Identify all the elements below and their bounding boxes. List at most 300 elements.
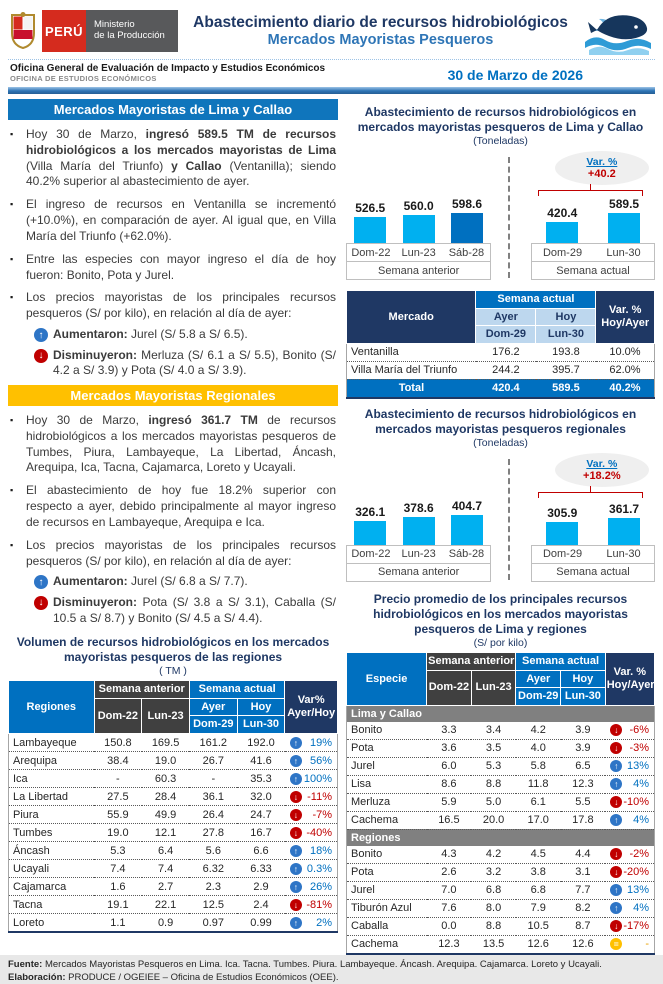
bar-group — [531, 197, 655, 243]
table-row — [347, 935, 655, 954]
value-cell: 4.5 — [516, 846, 561, 864]
value-cell: 4.4 — [561, 846, 606, 864]
header-divider-bar — [8, 87, 655, 94]
value-cell: 28.4 — [142, 788, 190, 806]
value-cell: 5.0 — [471, 793, 516, 811]
col-header-lun30: Lun-30 — [561, 688, 606, 706]
region-name: Áncash — [9, 842, 95, 860]
regions-table-title: Volumen de recursos hidrobiológicos en los mercados mayoristas pesqueros de las regiones — [16, 635, 330, 665]
chart-category-axis — [346, 545, 655, 582]
col-header-hoy: Hoy — [561, 670, 606, 688]
bar-value-label: 404.7 — [452, 498, 483, 513]
col-header-dom22: Dom-22 — [427, 670, 472, 705]
value-cell: 3.4 — [471, 722, 516, 740]
var-value: 26% — [309, 880, 332, 893]
week-separator-dashed-line — [508, 459, 510, 580]
bar-item — [443, 499, 491, 545]
section-row — [347, 829, 655, 846]
bar — [608, 518, 640, 545]
value-cell: 176.2 — [476, 343, 536, 361]
section-label: Regiones — [347, 829, 655, 846]
col-header-semana-actual: Semana actual — [189, 681, 284, 699]
col-header-hoy: Hoy — [536, 308, 596, 326]
value-cell: 1.1 — [94, 914, 142, 933]
bar — [403, 215, 435, 243]
value-cell: 6.5 — [561, 757, 606, 775]
arrow-down-icon: ↓ — [610, 724, 622, 736]
value-cell: 7.4 — [94, 860, 142, 878]
value-cell: 7.4 — [142, 860, 190, 878]
value-cell: 169.5 — [142, 734, 190, 752]
bar-item — [593, 197, 655, 243]
section-header-lima-callao: Mercados Mayoristas de Lima y Callao — [8, 99, 338, 120]
value-cell: 60.3 — [142, 770, 190, 788]
value-cell: 8.7 — [561, 917, 606, 935]
value-cell: 20.0 — [471, 811, 516, 829]
bar — [546, 222, 578, 243]
col-header-dom22: Dom-22 — [94, 698, 142, 733]
axis-group — [531, 243, 655, 280]
arrow-up-icon: ↑ — [610, 778, 622, 790]
arrow-down-icon: ↓ — [290, 809, 302, 821]
axis-tick-label: Dom-22 — [351, 246, 391, 259]
axis-group — [346, 545, 491, 582]
table-row — [347, 739, 655, 757]
chart1-unit: (Toneladas) — [473, 135, 528, 147]
axis-tick-label: Lun-30 — [606, 548, 641, 561]
value-cell: 8.8 — [471, 917, 516, 935]
axis-tick-label: Lun-23 — [401, 246, 436, 259]
var-value: 2% — [316, 916, 332, 929]
section-header-regionales: Mercados Mayoristas Regionales — [8, 385, 338, 406]
value-cell: 3.1 — [561, 863, 606, 881]
arrow-up-icon: ↑ — [290, 863, 302, 875]
value-cell: 24.7 — [237, 806, 285, 824]
var-value: 18% — [309, 844, 332, 857]
axis-group-label: Semana anterior — [378, 264, 460, 277]
bar — [451, 213, 483, 243]
value-cell: 3.9 — [561, 722, 606, 740]
region-name: Arequipa — [9, 752, 95, 770]
bullet-marker-icon: ▪ — [10, 253, 14, 264]
value-cell: 12.6 — [516, 935, 561, 954]
bar-value-label: 420.4 — [547, 206, 578, 220]
office-subname: OFICINA DE ESTUDIOS ECONÓMICOS — [10, 74, 157, 83]
value-cell: 4.2 — [471, 846, 516, 864]
value-cell: 1.6 — [94, 878, 142, 896]
value-cell: 17.8 — [561, 811, 606, 829]
value-cell: 0.99 — [237, 914, 285, 933]
species-name: Cachema — [347, 811, 427, 829]
value-cell: 4.3 — [427, 846, 472, 864]
bar-group — [346, 197, 491, 243]
var-value: -6% — [629, 724, 649, 737]
table-row — [9, 752, 338, 770]
bar-value-label: 589.5 — [609, 197, 640, 211]
bar — [403, 517, 435, 545]
arrow-up-icon: ↑ — [290, 845, 302, 857]
value-cell: 2.4 — [237, 896, 285, 914]
bar-value-label: 326.1 — [355, 504, 386, 519]
axis-tick-label: Sáb-28 — [448, 548, 485, 561]
value-cell: 17.0 — [516, 811, 561, 829]
col-header-ayer: Ayer — [516, 670, 561, 688]
bar-group — [531, 502, 655, 545]
axis-group-label: Semana actual — [556, 264, 630, 277]
axis-group-label: Semana actual — [556, 566, 630, 579]
bar — [546, 522, 578, 545]
value-cell: 36.1 — [189, 788, 237, 806]
bar-item — [531, 506, 593, 545]
table-row — [347, 899, 655, 917]
var-label: Var. % — [586, 457, 618, 470]
bullet-item: ▪ Entre las especies con mayor ingreso el día de hoy fueron: Bonito, Pota y Jurel. — [10, 251, 336, 282]
species-name: Bonito — [347, 846, 427, 864]
value-cell: 3.5 — [471, 739, 516, 757]
col-header-semana-anterior: Semana anterior — [94, 681, 189, 699]
arrow-down-icon: ↓ — [290, 791, 302, 803]
col-header-semana-actual: Semana actual — [476, 291, 596, 309]
bar-value-label: 598.6 — [452, 197, 483, 211]
var-value: 19% — [309, 736, 332, 749]
species-name: Bonito — [347, 722, 427, 740]
table-row — [347, 722, 655, 740]
total-label: Total — [347, 379, 476, 398]
var-value: 4% — [633, 902, 649, 915]
value-cell: 244.2 — [476, 361, 536, 379]
bullet-item: ▪ El ingreso de recursos en Ventanilla se incrementó (+10.0%), en comparación de ayer. Al igual que, en Villa María del Triunfo (+62.0%). — [10, 197, 336, 243]
value-cell: 41.6 — [237, 752, 285, 770]
var-value: -10% — [623, 796, 649, 809]
peru-coat-of-arms-icon — [8, 12, 38, 50]
value-cell: 193.8 — [536, 343, 596, 361]
col-header-ayer: Ayer — [189, 698, 237, 716]
arrow-down-icon: ↓ — [610, 848, 622, 860]
value-cell: 0.9 — [142, 914, 190, 933]
price-increase-line: ↑ Aumentaron: Jurel (S/ 5.8 a S/ 6.5). — [34, 327, 336, 343]
bullet-item: ▪ Los precios mayoristas de los principales recursos pesqueros (S/ por kilo), en relación al día de ayer: — [10, 290, 336, 321]
col-header-dom29: Dom-29 — [476, 326, 536, 344]
var-value: -40% — [306, 826, 332, 839]
var-value: -17% — [623, 920, 649, 933]
page-header — [8, 6, 655, 56]
var-value: 100% — [303, 772, 332, 785]
bullet-item: ▪ Hoy 30 de Marzo, ingresó 589.5 TM de recursos hidrobiológicos a los mercados mayoristas de Lima (Villa María del Triunfo) y Callao (Ventanilla); siendo 40.2% superior al abastecimiento de ayer. — [10, 127, 336, 189]
value-cell: 6.33 — [237, 860, 285, 878]
value-cell: 6.8 — [516, 881, 561, 899]
value-cell: 27.5 — [94, 788, 142, 806]
arrow-up-icon: ↑ — [34, 328, 48, 342]
arrow-up-icon: ↑ — [290, 917, 302, 929]
bar-item — [346, 505, 394, 545]
var-value: 56% — [309, 754, 332, 767]
var-value: -81% — [306, 898, 332, 911]
table-row — [347, 917, 655, 935]
var-bracket — [538, 492, 643, 500]
value-cell: 49.9 — [142, 806, 190, 824]
species-name: Jurel — [347, 757, 427, 775]
report-subtitle: Mercados Mayoristas Pesqueros — [267, 32, 494, 48]
species-name: Jurel — [347, 881, 427, 899]
species-table-unit: (S/ por kilo) — [473, 636, 528, 649]
value-cell: 16.5 — [427, 811, 472, 829]
elaboracion-line: Elaboración: PRODUCE / OGEIEE – Oficina de Estudios Económicos (OEE). — [8, 971, 339, 983]
bullet-marker-icon: ▪ — [10, 414, 14, 425]
var-value: 0.3% — [306, 862, 332, 875]
bar — [354, 217, 386, 243]
arrow-down-icon: ↓ — [610, 796, 622, 808]
species-name: Pota — [347, 863, 427, 881]
value-cell: 2.9 — [237, 878, 285, 896]
value-cell: 7.9 — [516, 899, 561, 917]
var-value: -20% — [623, 866, 649, 879]
value-cell: - — [94, 770, 142, 788]
value-cell: 6.6 — [237, 842, 285, 860]
chart1-title: Abastecimiento de recursos hidrobiológicos en mercados mayoristas pesqueros de Lima y Callao — [357, 105, 644, 134]
arrow-up-icon: ↑ — [290, 881, 302, 893]
arrow-down-icon: ↓ — [610, 742, 622, 754]
var-percent-bubble — [555, 453, 649, 487]
species-name: Pota — [347, 739, 427, 757]
value-cell: 35.3 — [237, 770, 285, 788]
value-cell: 3.6 — [427, 739, 472, 757]
axis-group-label: Semana anterior — [378, 566, 460, 579]
bar-chart-regionales — [346, 453, 655, 582]
bar — [451, 515, 483, 545]
var-value: -3% — [629, 742, 649, 755]
value-cell: 26.4 — [189, 806, 237, 824]
bar — [608, 213, 640, 243]
value-cell: 5.8 — [516, 757, 561, 775]
report-date: 30 de Marzo de 2026 — [447, 67, 583, 83]
market-name: Villa María del Triunfo — [347, 361, 476, 379]
arrow-up-icon: ↑ — [610, 902, 622, 914]
bullet-marker-icon: ▪ — [10, 199, 14, 210]
value-cell: 5.9 — [427, 793, 472, 811]
value-cell: 5.6 — [189, 842, 237, 860]
region-name: Cajamarca — [9, 878, 95, 896]
col-header-ayer: Ayer — [476, 308, 536, 326]
bar-value-label: 526.5 — [355, 201, 386, 215]
office-name: Oficina General de Evaluación de Impacto y Estudios Económicos — [10, 63, 326, 74]
value-cell: 12.1 — [142, 824, 190, 842]
value-cell: 13.5 — [471, 935, 516, 954]
value-cell: 32.0 — [237, 788, 285, 806]
species-name: Cachema — [347, 935, 427, 954]
table-row — [347, 775, 655, 793]
var-value: 62.0% — [596, 361, 655, 379]
value-cell: 395.7 — [536, 361, 596, 379]
species-name: Caballa — [347, 917, 427, 935]
arrow-down-icon: ↓ — [290, 827, 302, 839]
value-cell: 19.0 — [94, 824, 142, 842]
bar-item — [394, 199, 442, 243]
chart-category-axis — [346, 243, 655, 280]
bar-item — [394, 501, 442, 545]
chart2-title: Abastecimiento de recursos hidrobiológicos en mercados mayoristas pesqueros regionales — [364, 406, 637, 436]
value-cell: 8.0 — [471, 899, 516, 917]
report-title-block — [178, 14, 583, 48]
col-header-lun23: Lun-23 — [471, 670, 516, 705]
table-row — [347, 863, 655, 881]
col-header-semana-anterior: Semana anterior — [427, 652, 516, 670]
var-percent-bubble — [555, 151, 649, 185]
bullet-item: ▪ El abastecimiento de hoy fue 18.2% superior con respecto a ayer, debido principalmente al mayor ingreso de recursos en Lambayeque, Arequipa e Ica. — [10, 483, 336, 529]
value-cell: 6.4 — [142, 842, 190, 860]
table-row — [9, 824, 338, 842]
section-label: Lima y Callao — [347, 705, 655, 722]
axis-group — [346, 243, 491, 280]
price-decrease-line: ↓ Disminuyeron: Merluza (S/ 6.1 a S/ 5.5), Bonito (S/ 4.2 a S/ 3.9) y Pota (S/ 4.0 a S/ 3.9). — [34, 348, 336, 379]
arrow-up-icon: ↑ — [290, 737, 302, 749]
value-cell: 420.4 — [476, 379, 536, 398]
arrow-down-icon: ↓ — [610, 920, 622, 932]
ministry-logo — [8, 10, 178, 52]
fuente-line: Fuente: Mercados Mayoristas Pesqueros en Lima. Ica. Tacna. Tumbes. Piura. Lambayeque. Áncash. Arequipa. Cajamarca. Loreto y Ucayali. — [8, 958, 602, 970]
col-header-var: Var. % Hoy/Ayer — [605, 652, 654, 705]
species-name: Merluza — [347, 793, 427, 811]
value-cell: 5.5 — [561, 793, 606, 811]
value-cell: 192.0 — [237, 734, 285, 752]
value-cell: 3.2 — [471, 863, 516, 881]
value-cell: 8.2 — [561, 899, 606, 917]
bullet-item: ▪ Los precios mayoristas de los principales recursos pesqueros (S/ por kilo), en relación al día de ayer: — [10, 537, 336, 568]
region-name: Tacna — [9, 896, 95, 914]
value-cell: 12.5 — [189, 896, 237, 914]
col-header-lun23: Lun-23 — [142, 698, 190, 733]
arrow-up-icon: ↑ — [610, 884, 622, 896]
right-column — [346, 99, 655, 955]
bar-value-label: 560.0 — [403, 199, 434, 213]
value-cell: - — [189, 770, 237, 788]
axis-tick-label: Dom-22 — [351, 548, 391, 561]
value-cell: 6.0 — [427, 757, 472, 775]
var-value: +18.2% — [583, 469, 621, 482]
value-cell: 12.3 — [561, 775, 606, 793]
var-value: 40.2% — [596, 379, 655, 398]
var-value: 4% — [633, 778, 649, 791]
axis-tick-label: Sáb-28 — [448, 246, 485, 259]
var-value: 10.0% — [596, 343, 655, 361]
section-row — [347, 705, 655, 722]
value-cell: 4.0 — [516, 739, 561, 757]
table-row — [347, 343, 655, 361]
chart2-unit: (Toneladas) — [473, 436, 528, 449]
mercado-table — [346, 290, 655, 399]
value-cell: 7.6 — [427, 899, 472, 917]
region-name: Piura — [9, 806, 95, 824]
table-row — [347, 793, 655, 811]
equal-icon: = — [610, 938, 622, 950]
bar-group — [346, 499, 491, 545]
col-header-dom29: Dom-29 — [516, 688, 561, 706]
table-row — [9, 860, 338, 878]
value-cell: 6.32 — [189, 860, 237, 878]
header-subrow — [8, 59, 655, 85]
arrow-up-icon: ↑ — [610, 760, 622, 772]
market-name: Ventanilla — [347, 343, 476, 361]
bullet-marker-icon: ▪ — [10, 129, 14, 139]
arrow-up-icon: ↑ — [290, 755, 302, 767]
value-cell: 8.6 — [427, 775, 472, 793]
var-value: 13% — [626, 884, 649, 897]
value-cell: 22.1 — [142, 896, 190, 914]
col-header-lun30: Lun-30 — [536, 326, 596, 344]
value-cell: 0.97 — [189, 914, 237, 933]
week-separator-dashed-line — [508, 157, 510, 278]
arrow-down-icon: ↓ — [610, 866, 622, 878]
table-row — [9, 896, 338, 914]
regions-table — [8, 680, 338, 933]
col-header-hoy: Hoy — [237, 698, 285, 716]
col-header-regiones: Regiones — [9, 681, 95, 734]
value-cell: 2.3 — [189, 878, 237, 896]
var-bracket — [538, 190, 643, 198]
value-cell: 5.3 — [471, 757, 516, 775]
table-row — [9, 914, 338, 933]
axis-tick-label: Dom-29 — [542, 246, 583, 259]
bar-value-label: 305.9 — [547, 505, 578, 520]
axis-tick-label: Lun-23 — [401, 548, 436, 561]
fish-logo-icon — [583, 6, 655, 56]
species-table — [346, 652, 655, 955]
var-value: 4% — [633, 814, 649, 827]
col-header-mercado: Mercado — [347, 291, 476, 344]
bullet-marker-icon: ▪ — [10, 485, 14, 496]
bar-item — [346, 201, 394, 243]
value-cell: 589.5 — [536, 379, 596, 398]
peru-wordmark: PERÚ — [42, 10, 86, 52]
table-row — [347, 811, 655, 829]
value-cell: 4.2 — [516, 722, 561, 740]
species-name: Tiburón Azul — [347, 899, 427, 917]
arrow-down-icon: ↓ — [34, 596, 48, 610]
bar-item — [531, 206, 593, 243]
axis-tick-label: Dom-29 — [542, 548, 583, 561]
bullet-marker-icon: ▪ — [10, 292, 14, 303]
report-title: Abastecimiento diario de recursos hidrobiológicos — [193, 14, 568, 31]
arrow-down-icon: ↓ — [290, 899, 302, 911]
bar-chart-lima-callao — [346, 151, 655, 280]
bullet-marker-icon: ▪ — [10, 539, 14, 550]
value-cell: 38.4 — [94, 752, 142, 770]
var-value: -7% — [312, 808, 332, 821]
ministry-name: Ministerio de la Producción — [86, 10, 178, 52]
value-cell: 11.8 — [516, 775, 561, 793]
table-row — [9, 806, 338, 824]
table-row — [9, 770, 338, 788]
col-header-var: Var% Ayer/Hoy — [285, 681, 338, 734]
value-cell: 12.3 — [427, 935, 472, 954]
value-cell: 19.1 — [94, 896, 142, 914]
table-row — [347, 757, 655, 775]
col-header-especie: Especie — [347, 652, 427, 705]
region-name: Tumbes — [9, 824, 95, 842]
value-cell: 19.0 — [142, 752, 190, 770]
table-row — [9, 842, 338, 860]
arrow-up-icon: ↑ — [610, 814, 622, 826]
price-decrease-line: ↓ Disminuyeron: Pota (S/ 3.8 a S/ 3.1), Caballa (S/ 10.5 a S/ 8.7) y Bonito (S/ 4.5 a S/ 4.4). — [34, 595, 336, 626]
value-cell: 2.7 — [142, 878, 190, 896]
page-footer — [8, 959, 655, 984]
region-name: Ica — [9, 770, 95, 788]
bullet-item: ▪ Hoy 30 de Marzo, ingresó 361.7 TM de recursos hidrobiológicos a los mercados mayoristas pesqueros de Tumbes, Piura, Lambayeque, La Libertad, Áncash, Arequipa, Ica, Tacna, Cajamarca, Loreto y Ucayali. — [10, 412, 337, 475]
table-row — [347, 881, 655, 899]
col-header-semana-actual: Semana actual — [516, 652, 605, 670]
bar-value-label: 378.6 — [403, 500, 434, 515]
col-header-var: Var. % Hoy/Ayer — [596, 291, 655, 344]
regions-table-unit: ( TM ) — [159, 665, 187, 678]
